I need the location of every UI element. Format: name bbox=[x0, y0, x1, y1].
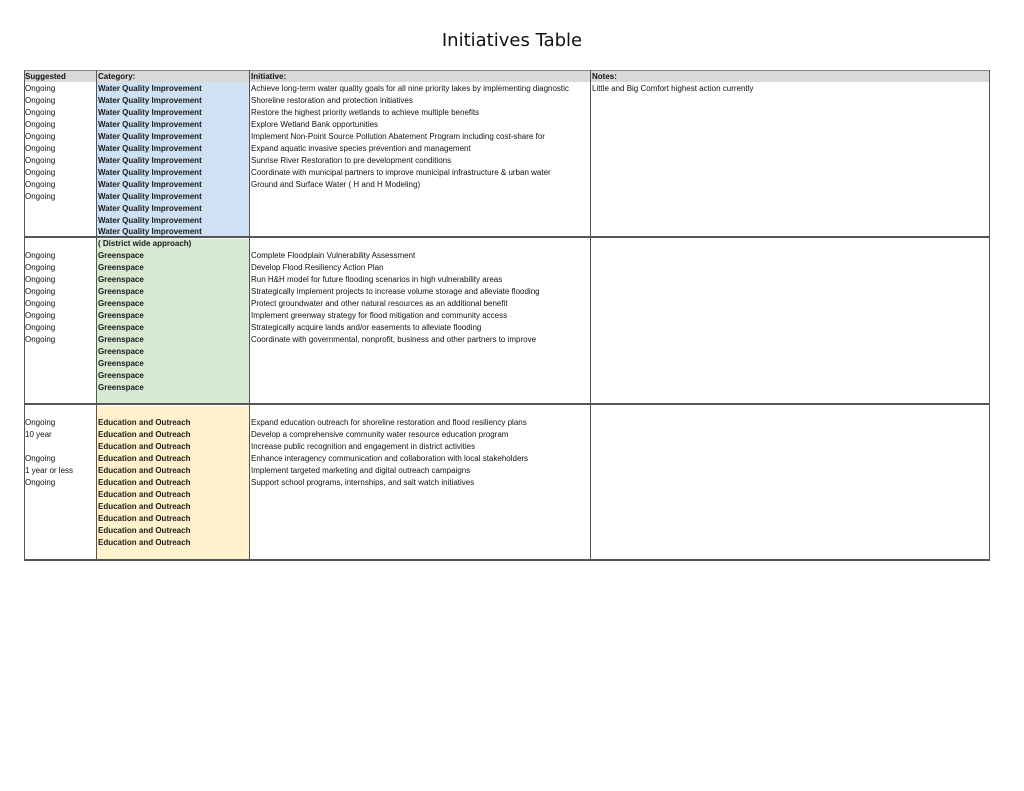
category-cell: Greenspace bbox=[98, 359, 144, 368]
initiative-cell: Complete Floodplain Vulnerability Assessment bbox=[251, 251, 416, 260]
initiative-cell: Coordinate with governmental, nonprofit, business and other partners to improve bbox=[251, 335, 537, 344]
suggested-cell: Ongoing bbox=[25, 108, 56, 117]
initiative-cell: Implement greenway strategy for flood mitigation and community access bbox=[251, 311, 508, 320]
category-cell: Water Quality Improvement bbox=[98, 156, 202, 165]
category-cell: Greenspace bbox=[98, 311, 144, 320]
category-cell: Greenspace bbox=[98, 263, 144, 272]
header-initiative: Initiative: bbox=[251, 72, 287, 81]
suggested-cell: Ongoing bbox=[25, 96, 56, 105]
category-cell: Greenspace bbox=[98, 347, 144, 356]
initiative-cell: Run H&H model for future flooding scenarios in high vulnerability areas bbox=[251, 275, 503, 284]
suggested-cell: Ongoing bbox=[25, 287, 56, 296]
initiative-cell: Ground and Surface Water ( H and H Modeling) bbox=[251, 180, 421, 189]
column-border bbox=[989, 70, 990, 561]
initiative-cell: Restore the highest priority wetlands to achieve multiple benefits bbox=[251, 108, 480, 117]
column-border bbox=[96, 70, 97, 561]
category-cell: Education and Outreach bbox=[98, 514, 191, 523]
category-cell: Water Quality Improvement bbox=[98, 227, 202, 236]
column-border bbox=[590, 70, 591, 561]
initiative-cell: Expand aquatic invasive species prevention and management bbox=[251, 144, 471, 153]
category-cell: Water Quality Improvement bbox=[98, 192, 202, 201]
suggested-cell: 1 year or less bbox=[25, 466, 74, 475]
initiative-cell: Expand education outreach for shoreline restoration and flood resiliency plans bbox=[251, 418, 527, 427]
initiative-cell: Sunrise River Restoration to pre development conditions bbox=[251, 156, 452, 165]
suggested-cell: Ongoing bbox=[25, 144, 56, 153]
category-cell: Education and Outreach bbox=[98, 442, 191, 451]
initiatives-table bbox=[24, 70, 990, 562]
suggested-cell: Ongoing bbox=[25, 156, 56, 165]
suggested-cell: Ongoing bbox=[25, 454, 56, 463]
initiative-cell: Explore Wetland Bank opportunities bbox=[251, 120, 379, 129]
category-cell: Water Quality Improvement bbox=[98, 180, 202, 189]
category-cell: Education and Outreach bbox=[98, 502, 191, 511]
suggested-cell: Ongoing bbox=[25, 192, 56, 201]
initiative-cell: Increase public recognition and engagement in district activities bbox=[251, 442, 476, 451]
category-cell: Greenspace bbox=[98, 383, 144, 392]
initiative-cell: Develop Flood Resiliency Action Plan bbox=[251, 263, 384, 272]
category-cell: Education and Outreach bbox=[98, 478, 191, 487]
table-header bbox=[24, 70, 990, 82]
initiative-cell: Develop a comprehensive community water resource education program bbox=[251, 430, 509, 439]
category-cell: Greenspace bbox=[98, 335, 144, 344]
category-cell: Education and Outreach bbox=[98, 454, 191, 463]
page-title: Initiatives Table bbox=[441, 30, 583, 51]
category-cell: Greenspace bbox=[98, 275, 144, 284]
suggested-cell: Ongoing bbox=[25, 275, 56, 284]
initiative-cell: Achieve long-term water quality goals for all nine priority lakes by implementing diagnostic bbox=[251, 84, 569, 93]
category-cell: Water Quality Improvement bbox=[98, 108, 202, 117]
initiative-cell: Protect groundwater and other natural resources as an additional benefit bbox=[251, 299, 508, 308]
suggested-cell: Ongoing bbox=[25, 299, 56, 308]
initiative-cell: Shoreline restoration and protection initiatives bbox=[251, 96, 413, 105]
initiative-cell: Coordinate with municipal partners to improve municipal infrastructure & urban water bbox=[251, 168, 551, 177]
initiative-cell: Implement Non-Point Source Pollution Abatement Program including cost-share for bbox=[251, 132, 545, 141]
suggested-cell: Ongoing bbox=[25, 263, 56, 272]
category-cell: Water Quality Improvement bbox=[98, 168, 202, 177]
initiative-cell: Implement targeted marketing and digital outreach campaigns bbox=[251, 466, 471, 475]
suggested-cell: Ongoing bbox=[25, 335, 56, 344]
header-category: Category: bbox=[98, 72, 136, 81]
category-cell: Water Quality Improvement bbox=[98, 204, 202, 213]
column-border bbox=[249, 70, 250, 561]
category-cell: Water Quality Improvement bbox=[98, 144, 202, 153]
header-suggested: Suggested bbox=[25, 72, 66, 81]
category-cell: Water Quality Improvement bbox=[98, 84, 202, 93]
initiative-cell: Support school programs, internships, and salt watch initiatives bbox=[251, 478, 475, 487]
suggested-cell: Ongoing bbox=[25, 120, 56, 129]
suggested-cell: Ongoing bbox=[25, 323, 56, 332]
category-cell: Education and Outreach bbox=[98, 466, 191, 475]
suggested-cell: Ongoing bbox=[25, 418, 56, 427]
category-cell: Education and Outreach bbox=[98, 526, 191, 535]
initiative-cell: Strategically implement projects to increase volume storage and alleviate flooding bbox=[251, 287, 540, 296]
initiative-cell: Strategically acquire lands and/or easements to alleviate flooding bbox=[251, 323, 482, 332]
category-cell: Greenspace bbox=[98, 299, 144, 308]
category-cell: Education and Outreach bbox=[98, 430, 191, 439]
category-cell: Greenspace bbox=[98, 287, 144, 296]
suggested-cell: Ongoing bbox=[25, 311, 56, 320]
category-note: ( District wide approach) bbox=[98, 239, 192, 248]
section-divider bbox=[24, 403, 990, 405]
category-cell: Education and Outreach bbox=[98, 538, 191, 547]
initiative-cell: Enhance interagency communication and collaboration with local stakeholders bbox=[251, 454, 529, 463]
suggested-cell: 10 year bbox=[25, 430, 52, 439]
header-notes: Notes: bbox=[592, 72, 617, 81]
category-cell: Education and Outreach bbox=[98, 418, 191, 427]
category-cell: Greenspace bbox=[98, 323, 144, 332]
suggested-cell: Ongoing bbox=[25, 132, 56, 141]
category-cell: Water Quality Improvement bbox=[98, 216, 202, 225]
suggested-cell: Ongoing bbox=[25, 168, 56, 177]
category-cell: Water Quality Improvement bbox=[98, 96, 202, 105]
suggested-cell: Ongoing bbox=[25, 251, 56, 260]
suggested-cell: Ongoing bbox=[25, 478, 56, 487]
category-cell: Water Quality Improvement bbox=[98, 132, 202, 141]
notes-cell: Little and Big Comfort highest action currently bbox=[592, 84, 754, 93]
suggested-cell: Ongoing bbox=[25, 84, 56, 93]
category-cell: Education and Outreach bbox=[98, 490, 191, 499]
table-bottom-border bbox=[24, 559, 990, 561]
category-cell: Greenspace bbox=[98, 371, 144, 380]
category-cell: Water Quality Improvement bbox=[98, 120, 202, 129]
suggested-cell: Ongoing bbox=[25, 180, 56, 189]
category-cell: Greenspace bbox=[98, 251, 144, 260]
